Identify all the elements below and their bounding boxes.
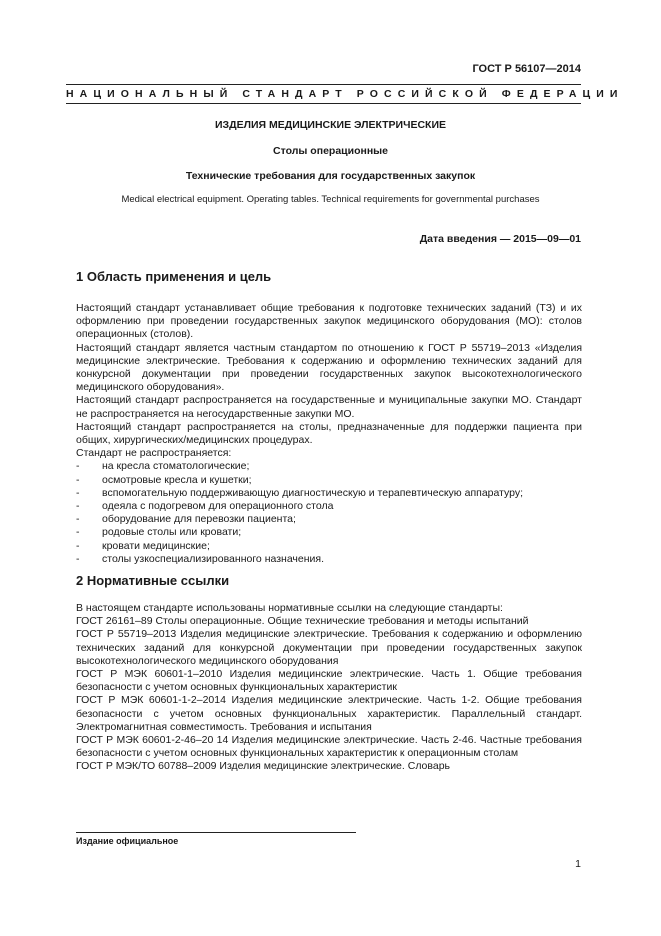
list-dash: - bbox=[76, 539, 80, 552]
document-code: ГОСТ Р 56107—2014 bbox=[472, 63, 581, 75]
reference-item: ГОСТ Р МЭК 60601-2-46–20 14 Изделия медицинские электрические. Часть 2-46. Частные требования безопасности с учетом основных функциональных характеристик к операционным столам bbox=[76, 734, 582, 760]
paragraph: Настоящий стандарт распространяется на государственные и муниципальные закупки МО. Стандарт не распространяется на негосударственные закупки МО. bbox=[76, 394, 582, 420]
section-2-heading: 2 Нормативные ссылки bbox=[76, 573, 230, 588]
list-item: - родовые столы или кровати; bbox=[76, 526, 242, 539]
reference-item: ГОСТ Р МЭК/ТО 60788–2009 Изделия медицинские электрические. Словарь bbox=[76, 760, 451, 773]
list-dash: - bbox=[76, 473, 80, 486]
document-subtitle: Столы операционные bbox=[273, 145, 388, 157]
list-dash: - bbox=[76, 500, 80, 513]
list-item: - кровати медицинские; bbox=[76, 539, 210, 552]
document-title: ИЗДЕЛИЯ МЕДИЦИНСКИЕ ЭЛЕКТРИЧЕСКИЕ bbox=[214, 119, 447, 131]
section-2-body bbox=[76, 602, 582, 774]
national-standard-banner: НАЦИОНАЛЬНЫЙ СТАНДАРТ РОССИЙСКОЙ ФЕДЕРАЦИИ bbox=[66, 84, 581, 104]
list-item: - оборудование для перевозки пациента; bbox=[76, 513, 296, 526]
reference-item: ГОСТ Р 55719–2013 Изделия медицинские электрические. Требования к содержанию и оформлению технических заданий для конкурсной документации при проведении государственных закупок высокотехнологического медицинского оборудования bbox=[76, 628, 582, 667]
exclusion-list bbox=[76, 460, 582, 566]
list-item: - на кресла стоматологические; bbox=[76, 460, 250, 473]
section-1-body bbox=[76, 302, 582, 566]
reference-item: ГОСТ 26161–89 Столы операционные. Общие технические требования и методы испытаний bbox=[76, 615, 529, 628]
footer-divider bbox=[76, 832, 356, 833]
list-dash: - bbox=[76, 552, 80, 565]
paragraph: Настоящий стандарт устанавливает общие требования к подготовке технических заданий (ТЗ) и их оформлению при проведении государственных закупок медицинского оборудования (МО): столов операционных (столов). bbox=[76, 302, 582, 341]
list-dash: - bbox=[76, 486, 80, 499]
document-subsubtitle: Технические требования для государственных закупок bbox=[185, 170, 476, 182]
english-title: Medical electrical equipment. Operating tables. Technical requirements for governmental purchases bbox=[121, 194, 540, 205]
section-1-heading: 1 Область применения и цель bbox=[76, 269, 272, 284]
paragraph: Настоящий стандарт распространяется на столы, предназначенные для поддержки пациента при общих, хирургических/медицинских процедурах. bbox=[76, 420, 582, 447]
list-dash: - bbox=[76, 526, 80, 539]
paragraph: Настоящий стандарт является частным стандартом по отношению к ГОСТ Р 55719–2013 «Изделия медицинские электрические. Требования к содержанию и оформлению технических заданий для конкурсной документации при проведении государственных закупок высокотехнологического медицинского оборудования». bbox=[76, 341, 582, 394]
list-item: - осмотровые кресла и кушетки; bbox=[76, 473, 252, 486]
introduction-date: Дата введения — 2015—09—01 bbox=[419, 233, 581, 245]
reference-item: ГОСТ Р МЭК 60601-1–2010 Изделия медицинские электрические. Часть 1. Общие требования безопасности с учетом основных функциональных характеристик bbox=[76, 668, 582, 694]
list-item: - вспомогательную поддерживающую диагностическую и терапевтическую аппаратуру; bbox=[76, 486, 524, 499]
list-item: - столы узкоспециализированного назначения. bbox=[76, 552, 325, 565]
paragraph: Стандарт не распространяется: bbox=[76, 447, 232, 460]
reference-item: ГОСТ Р МЭК 60601-1-2–2014 Изделия медицинские электрические. Часть 1-2. Общие требования безопасности с учетом основных функциональных характеристик. Параллельный стандарт. Электромагнитная совместимость. Требования и испытания bbox=[76, 694, 582, 733]
page-number: 1 bbox=[575, 858, 581, 870]
list-dash: - bbox=[76, 513, 80, 526]
list-dash: - bbox=[76, 460, 80, 473]
list-item: - одеяла с подогревом для операционного стола bbox=[76, 500, 334, 513]
official-edition-note: Издание официальное bbox=[76, 836, 179, 846]
paragraph: В настоящем стандарте использованы нормативные ссылки на следующие стандарты: bbox=[76, 602, 503, 614]
